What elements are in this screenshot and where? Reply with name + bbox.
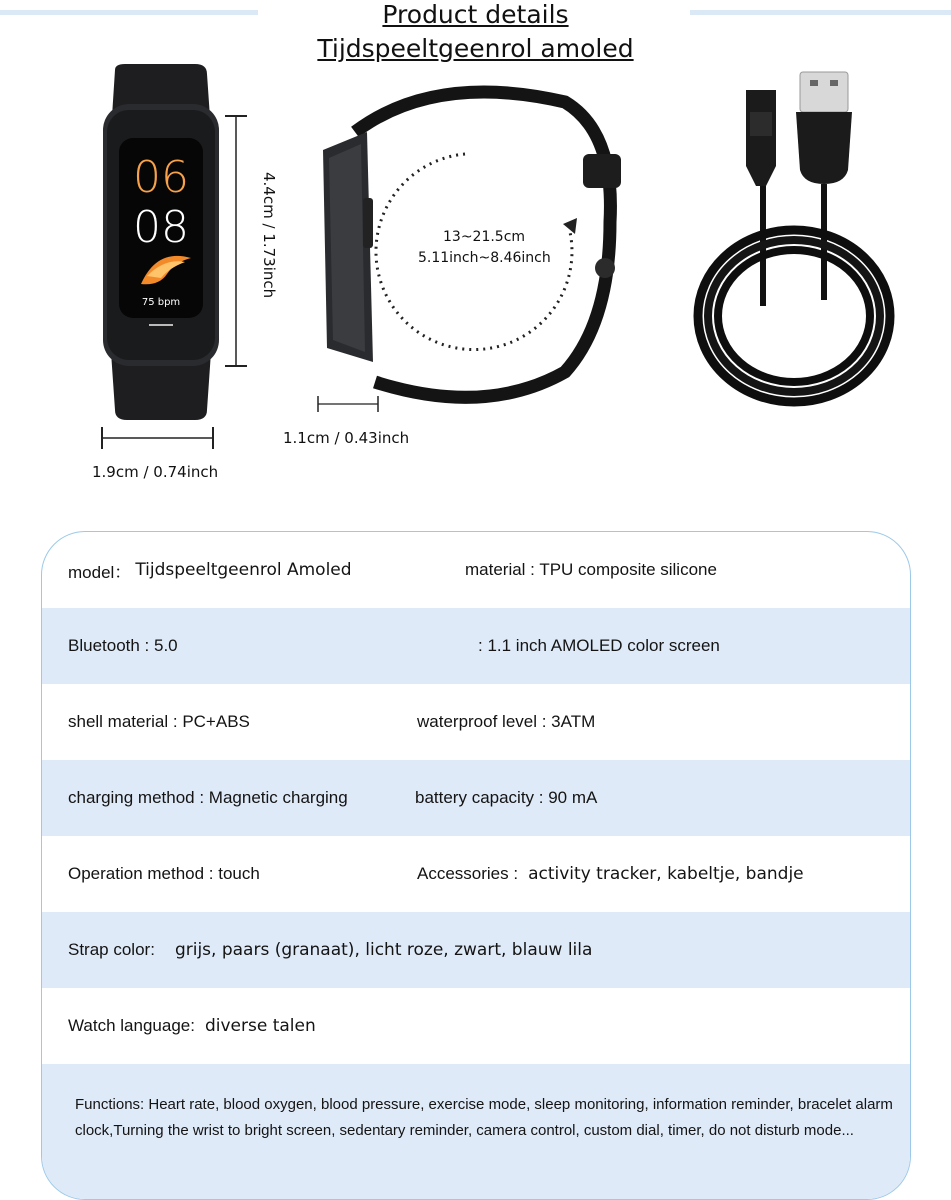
spec-label: Strap color: — [68, 940, 155, 959]
spec-bluetooth — [68, 608, 178, 684]
spec-waterproof — [417, 684, 595, 760]
spec-value: grijs, paars (granaat), licht roze, zwart, blauw lila — [174, 940, 593, 960]
spec-label: charging method : Magnetic charging — [68, 788, 348, 807]
spec-row-shell — [42, 684, 910, 760]
spec-label: shell material : PC+ABS — [68, 712, 250, 731]
spec-label: material : TPU composite silicone — [465, 560, 717, 579]
spec-row-strap-color — [42, 912, 910, 988]
spec-label: Accessories : — [417, 864, 519, 883]
spec-label: Watch language: — [68, 1016, 195, 1035]
watch-front-figure — [95, 62, 285, 422]
spec-screen — [478, 608, 720, 684]
height-dimension-line — [224, 114, 248, 370]
strap-length-cm-label: 13~21.5cm — [443, 229, 526, 245]
spec-row-bluetooth — [42, 608, 910, 684]
height-dimension-label: 4.4cm / 1.73inch — [260, 172, 278, 299]
spec-model — [68, 532, 352, 608]
spec-row-charging — [42, 760, 910, 836]
spec-shell-material — [68, 684, 250, 760]
spec-value: Tijdspeeltgeenrol Amoled — [135, 560, 352, 580]
width-dimension-label: 1.9cm / 0.74inch — [92, 463, 219, 481]
strap-length-inch-label: 5.11inch~8.46inch — [418, 250, 551, 266]
functions-text: Heart rate, blood oxygen, blood pressure, exercise mode, sleep monitoring, information reminder, bracelet alarm clock,Turning the wrist to bright screen, sedentary reminder, camera control, custom dial, timer, do not disturb mode... — [75, 1096, 893, 1139]
spec-row-language — [42, 988, 910, 1064]
charging-cable-figure — [690, 66, 900, 411]
spec-row-model — [42, 532, 910, 608]
watch-hour: 06 — [133, 152, 189, 203]
spec-functions — [75, 1092, 895, 1144]
spec-material — [465, 532, 717, 608]
spec-label: : 1.1 inch AMOLED color screen — [478, 636, 720, 655]
spec-strap-color — [68, 912, 592, 988]
thickness-dimension-line — [317, 395, 379, 413]
functions-label: Functions: — [75, 1096, 145, 1113]
spec-label: battery capacity : 90 mA — [415, 788, 598, 807]
page-title: Product details — [382, 0, 569, 29]
spec-accessories — [417, 836, 804, 912]
spec-value: diverse talen — [204, 1016, 316, 1036]
spec-row-operation — [42, 836, 910, 912]
spec-label: model： — [68, 562, 132, 582]
watch-heart-rate: 75 bpm — [141, 297, 181, 308]
spec-table — [41, 531, 911, 1200]
spec-charging-method — [68, 760, 348, 836]
watch-minute: 08 — [133, 202, 189, 253]
spec-battery — [415, 760, 597, 836]
spec-label: Operation method : touch — [68, 864, 260, 883]
spec-label: waterproof level : 3ATM — [417, 712, 596, 731]
thickness-dimension-label: 1.1cm / 0.43inch — [283, 429, 410, 447]
spec-value: activity tracker, kabeltje, bandje — [528, 864, 804, 884]
spec-label: Bluetooth : 5.0 — [68, 636, 178, 655]
width-dimension-line — [100, 426, 216, 450]
product-name-title: Tijdspeeltgeenrol amoled — [317, 34, 634, 63]
spec-operation-method — [68, 836, 260, 912]
spec-watch-language — [68, 988, 316, 1064]
